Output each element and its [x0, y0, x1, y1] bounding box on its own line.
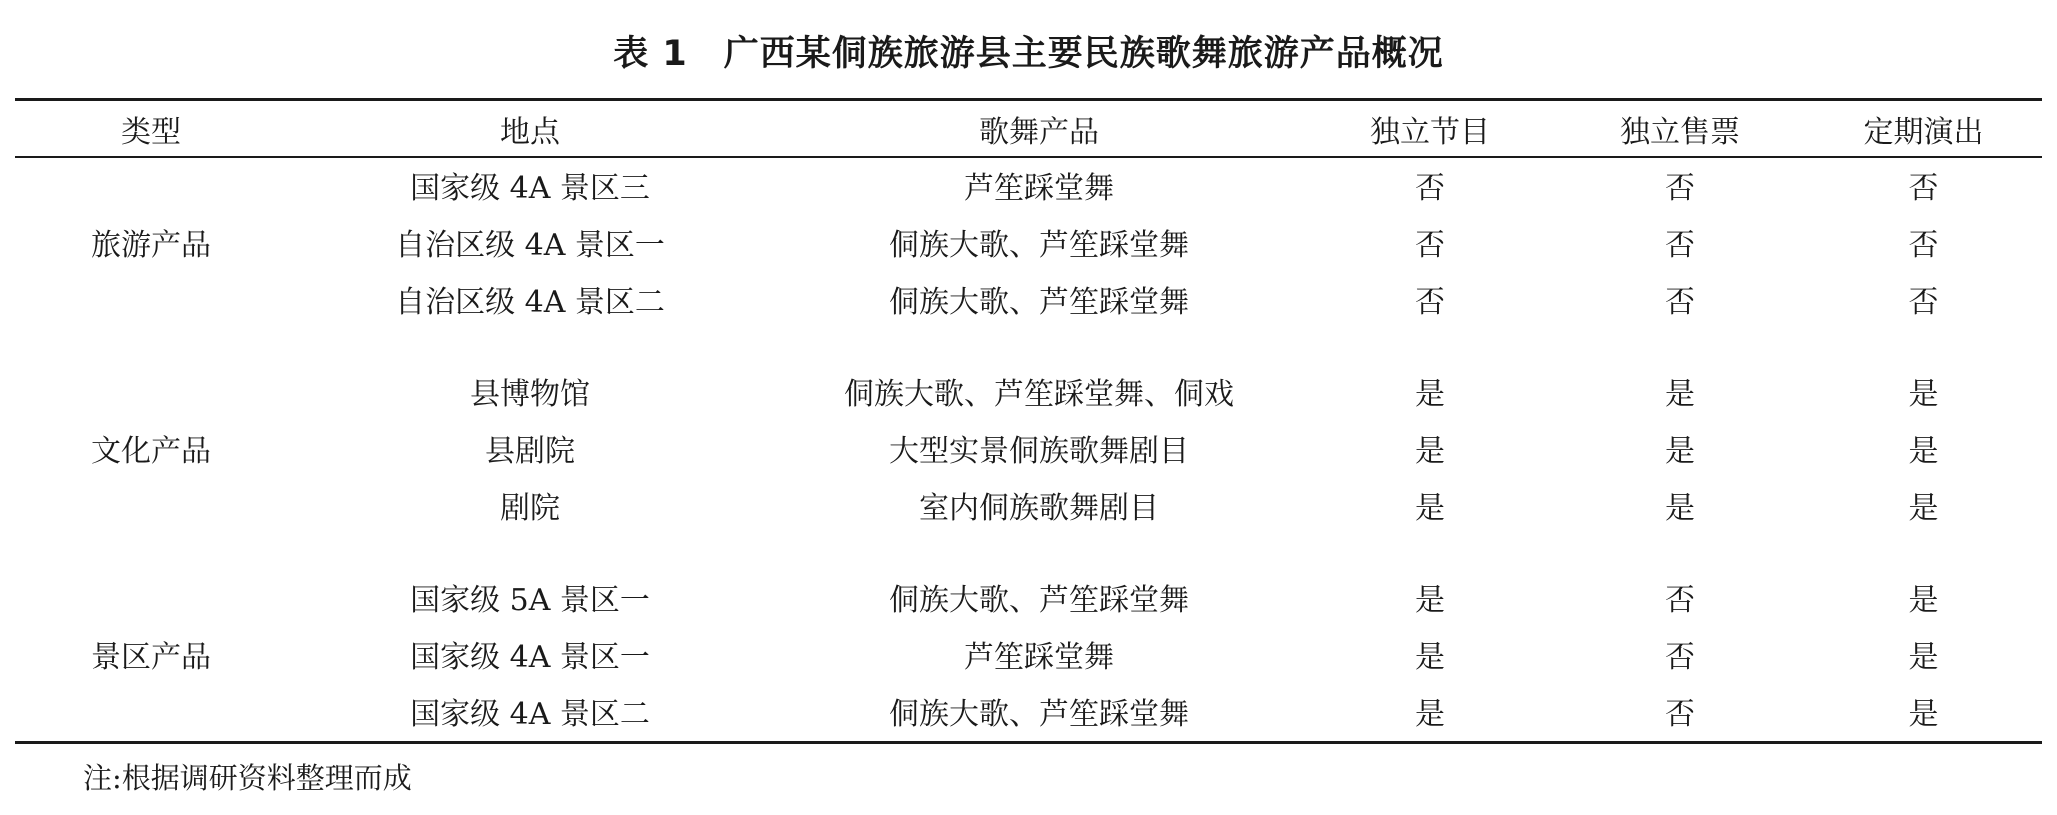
cell-product: 大型实景侗族歌舞剧目 — [889, 433, 1189, 469]
table-row — [15, 568, 2042, 625]
cell-independent-ticket: 是 — [1665, 433, 1695, 469]
cell-independent-ticket: 否 — [1665, 639, 1695, 675]
header-row — [15, 101, 2042, 156]
cell-independent-ticket: 否 — [1665, 284, 1695, 320]
cell-regular-performance: 是 — [1908, 639, 1939, 675]
cell-independent-show: 是 — [1415, 376, 1445, 412]
cell-product: 芦笙踩堂舞 — [964, 170, 1114, 206]
table-title: 广西某侗族旅游县主要民族歌舞旅游产品概况 — [723, 34, 1444, 74]
cell-place: 国家级 4A 景区一 — [410, 639, 650, 675]
bottom-rule — [15, 741, 2042, 744]
table-row — [15, 476, 2042, 533]
cell-product: 侗族大歌、芦笙踩堂舞、侗戏 — [844, 376, 1234, 412]
cell-place: 自治区级 4A 景区一 — [395, 227, 665, 263]
table-row — [15, 270, 2042, 327]
cell-place: 国家级 4A 景区二 — [410, 696, 650, 732]
cell-product: 侗族大歌、芦笙踩堂舞 — [889, 284, 1189, 320]
cell-regular-performance: 否 — [1908, 284, 1939, 320]
cell-product: 侗族大歌、芦笙踩堂舞 — [889, 227, 1189, 263]
group-type-scenic: 景区产品 — [91, 639, 211, 675]
cell-independent-show: 是 — [1415, 433, 1445, 469]
table-row — [15, 625, 2042, 682]
cell-independent-show: 否 — [1415, 284, 1445, 320]
cell-independent-ticket: 否 — [1665, 227, 1695, 263]
group-spacer — [15, 533, 2042, 568]
cell-product: 芦笙踩堂舞 — [964, 639, 1114, 675]
cell-regular-performance: 是 — [1908, 433, 1939, 469]
cell-place: 剧院 — [500, 490, 560, 526]
header-independent-show: 独立节目 — [1370, 114, 1490, 150]
cell-independent-show: 是 — [1415, 490, 1445, 526]
cell-independent-ticket: 否 — [1665, 170, 1695, 206]
cell-independent-show: 否 — [1415, 170, 1445, 206]
table-row — [15, 156, 2042, 213]
cell-regular-performance: 是 — [1908, 696, 1939, 732]
cell-place: 国家级 5A 景区一 — [410, 582, 650, 618]
cell-independent-ticket: 是 — [1665, 490, 1695, 526]
table-note: 注:根据调研资料整理而成 — [83, 761, 412, 795]
cell-product: 侗族大歌、芦笙踩堂舞 — [889, 696, 1189, 732]
cell-regular-performance: 是 — [1908, 490, 1939, 526]
table-row — [15, 682, 2042, 739]
cell-independent-show: 否 — [1415, 227, 1445, 263]
table-row — [15, 419, 2042, 476]
cell-regular-performance: 是 — [1908, 376, 1939, 412]
cell-independent-ticket: 否 — [1665, 582, 1695, 618]
cell-place: 国家级 4A 景区三 — [410, 170, 650, 206]
cell-regular-performance: 否 — [1908, 170, 1939, 206]
cell-independent-ticket: 是 — [1665, 376, 1695, 412]
cell-independent-ticket: 否 — [1665, 696, 1695, 732]
header-independent-ticket: 独立售票 — [1620, 114, 1740, 150]
group-type-culture: 文化产品 — [91, 433, 211, 469]
products-table — [15, 101, 2042, 739]
table-number: 表 1 — [613, 34, 688, 74]
header-place: 地点 — [500, 114, 560, 150]
group-type-tourism: 旅游产品 — [91, 227, 211, 263]
table-row — [15, 213, 2042, 270]
cell-product: 侗族大歌、芦笙踩堂舞 — [889, 582, 1189, 618]
cell-regular-performance: 是 — [1908, 582, 1939, 618]
cell-place: 自治区级 4A 景区二 — [395, 284, 665, 320]
cell-place: 县博物馆 — [470, 376, 590, 412]
cell-product: 室内侗族歌舞剧目 — [919, 490, 1159, 526]
header-type: 类型 — [121, 114, 181, 150]
header-regular-performance: 定期演出 — [1863, 114, 1984, 150]
cell-independent-show: 是 — [1415, 639, 1445, 675]
table-caption — [0, 32, 2057, 76]
group-spacer — [15, 327, 2042, 362]
header-product: 歌舞产品 — [979, 114, 1099, 150]
cell-regular-performance: 否 — [1908, 227, 1939, 263]
cell-independent-show: 是 — [1415, 582, 1445, 618]
cell-place: 县剧院 — [485, 433, 575, 469]
cell-independent-show: 是 — [1415, 696, 1445, 732]
table-row — [15, 362, 2042, 419]
